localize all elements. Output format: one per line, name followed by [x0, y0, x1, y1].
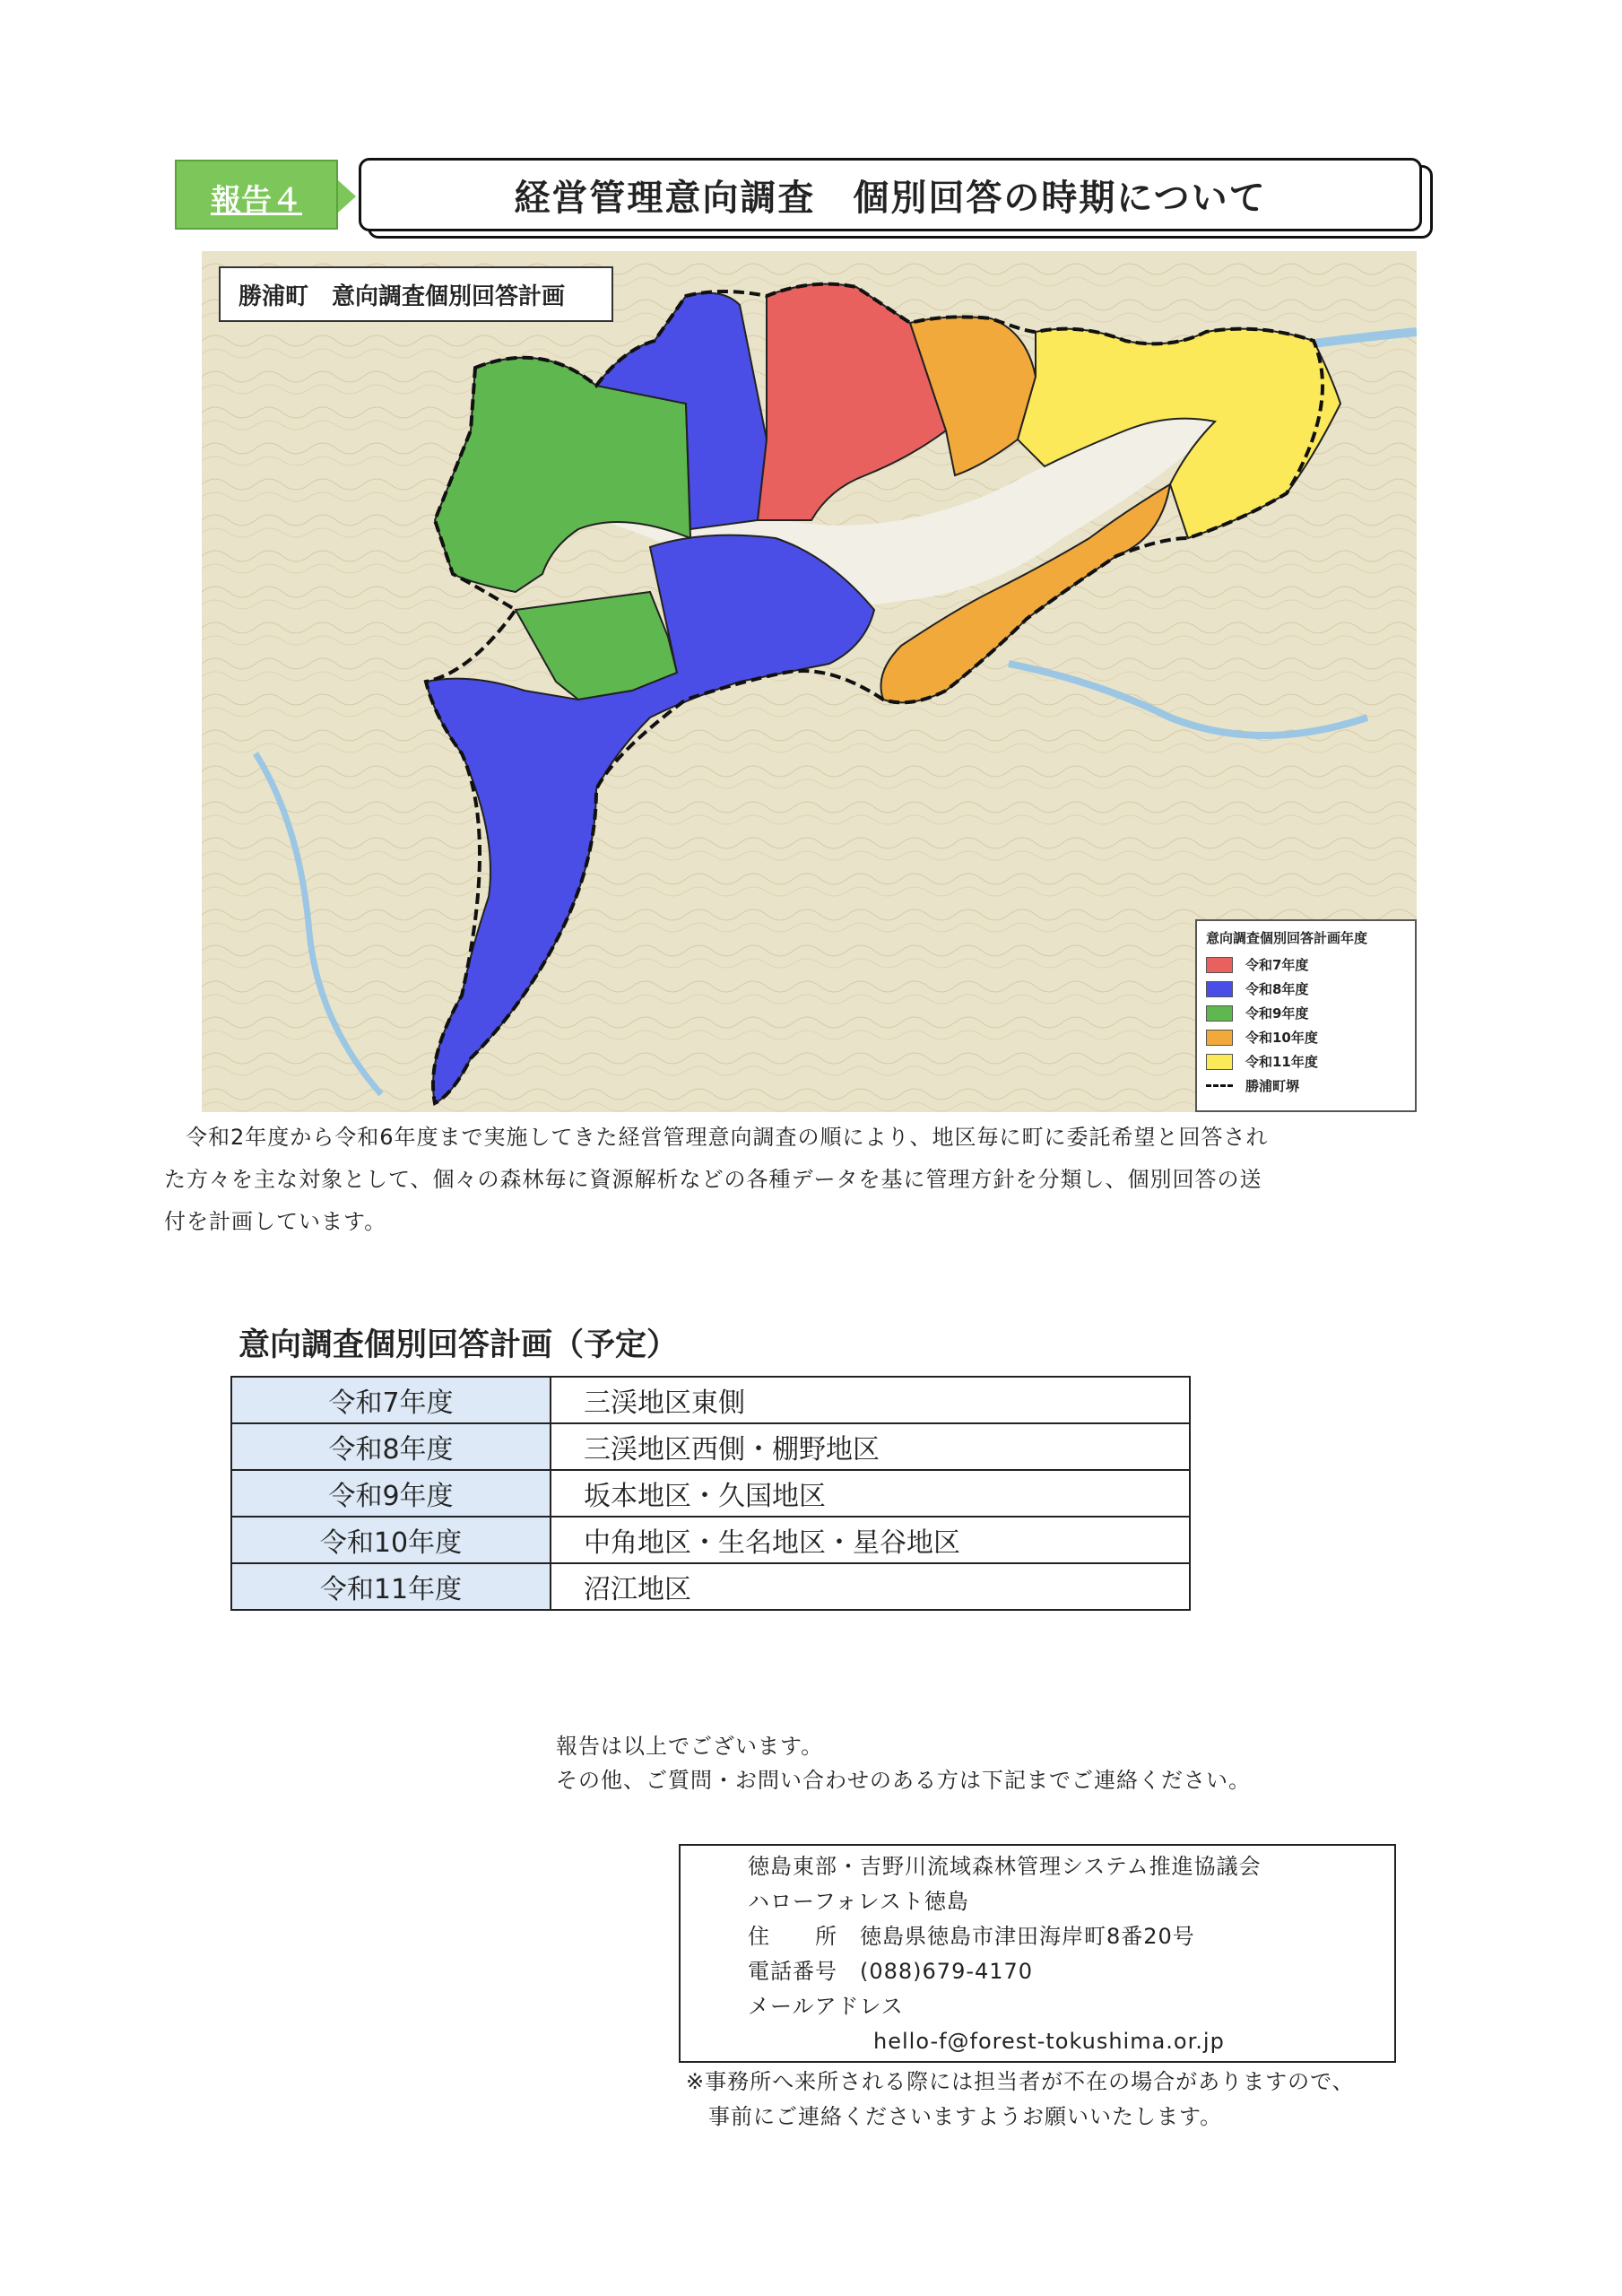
legend-item — [1206, 1025, 1406, 1049]
legend-swatch — [1206, 1030, 1233, 1046]
contact-email[interactable]: hello-f@forest-tokushima.or.jp — [873, 2029, 1225, 2054]
table-row — [231, 1563, 1190, 1610]
closing-line: その他、ご質問・お問い合わせのある方は下記までご連絡ください。 — [556, 1768, 1251, 1793]
contact-name: ハローフォレスト徳島 — [748, 1889, 969, 1914]
legend-item — [1206, 977, 1406, 1001]
contact-email-label: メールアドレス — [748, 1994, 904, 2019]
legend-item — [1206, 952, 1406, 977]
legend-label: 令和10年度 — [1245, 1030, 1318, 1046]
legend-item — [1206, 1001, 1406, 1025]
legend-label: 令和8年度 — [1245, 981, 1309, 997]
legend-label: 令和7年度 — [1245, 957, 1309, 973]
legend-item — [1206, 1049, 1406, 1074]
map-legend — [1195, 919, 1417, 1112]
schedule-title: 意向調査個別回答計画（予定） — [239, 1327, 679, 1363]
legend-boundary-line — [1206, 1084, 1233, 1087]
map-title: 勝浦町 意向調査個別回答計画 — [219, 266, 613, 322]
page-title: 経営管理意向調査 個別回答の時期について — [514, 177, 1267, 219]
schedule-year: 令和7年度 — [231, 1377, 551, 1423]
table-row — [231, 1377, 1190, 1423]
report-badge — [175, 160, 338, 230]
visit-note — [686, 2065, 1355, 2135]
contact-address: 住 所 徳島県徳島市津田海岸町8番20号 — [748, 1924, 1195, 1949]
legend-label: 令和11年度 — [1245, 1054, 1318, 1070]
note-line: ※事務所へ来所される際には担当者が不在の場合がありますので、 — [686, 2069, 1355, 2094]
closing-line: 報告は以上でございます。 — [556, 1734, 824, 1759]
legend-swatch — [1206, 957, 1233, 973]
schedule-year: 令和10年度 — [231, 1517, 551, 1563]
schedule-year: 令和11年度 — [231, 1563, 551, 1610]
contact-box — [679, 1844, 1396, 2063]
closing-text — [556, 1729, 1251, 1797]
legend-label: 令和9年度 — [1245, 1005, 1309, 1022]
schedule-areas: 沼江地区 — [551, 1563, 1190, 1610]
schedule-areas: 中角地区・生名地区・星谷地区 — [551, 1517, 1190, 1563]
note-line: 事前にご連絡くださいますようお願いいたします。 — [686, 2104, 1223, 2129]
page-title-box — [359, 158, 1422, 231]
paragraph-line: 付を計画しています。 — [164, 1209, 387, 1234]
description-paragraph — [164, 1117, 1437, 1243]
schedule-table — [230, 1376, 1191, 1611]
paragraph-line: 令和2年度から令和6年度まで実施してきた経営管理意向調査の順により、地区毎に町に委託希望と回答され — [186, 1125, 1269, 1150]
legend-swatch — [1206, 1005, 1233, 1022]
legend-title: 意向調査個別回答計画年度 — [1206, 930, 1368, 946]
schedule-areas: 三渓地区東側 — [551, 1377, 1190, 1423]
paragraph-line: た方々を主な対象として、個々の森林毎に資源解析などの各種データを基に管理方針を分類し、個別回答の送 — [164, 1167, 1262, 1192]
legend-item — [1206, 1074, 1406, 1098]
schedule-year: 令和8年度 — [231, 1423, 551, 1470]
schedule-areas: 三渓地区西側・棚野地区 — [551, 1423, 1190, 1470]
legend-label: 勝浦町堺 — [1245, 1078, 1300, 1094]
schedule-areas: 坂本地区・久国地区 — [551, 1470, 1190, 1517]
contact-org: 徳島東部・吉野川流域森林管理システム推進協議会 — [748, 1854, 1262, 1879]
legend-swatch — [1206, 981, 1233, 997]
table-row — [231, 1517, 1190, 1563]
table-row — [231, 1423, 1190, 1470]
schedule-year: 令和9年度 — [231, 1470, 551, 1517]
report-badge-label: 報告４ — [211, 183, 302, 219]
legend-swatch — [1206, 1054, 1233, 1070]
table-row — [231, 1470, 1190, 1517]
contact-phone: 電話番号 (088)679-4170 — [748, 1959, 1034, 1984]
